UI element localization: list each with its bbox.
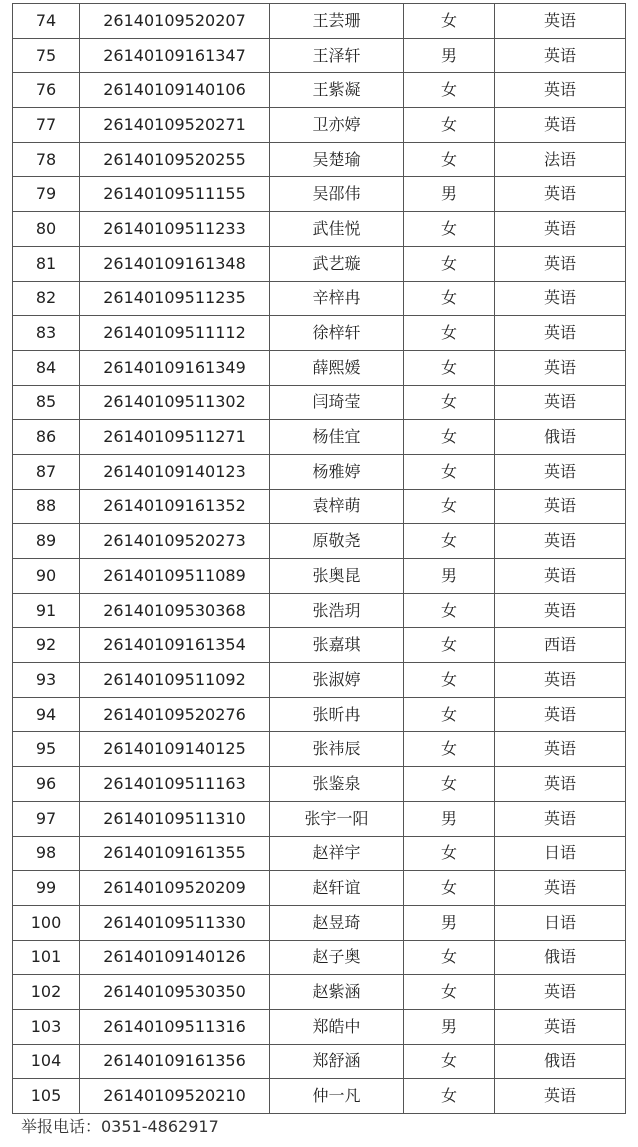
table-row — [13, 281, 626, 316]
row-number-cell: 81 — [13, 246, 80, 281]
language-cell: 英语 — [495, 246, 626, 281]
gender-cell: 女 — [404, 1044, 495, 1079]
gender-cell: 女 — [404, 524, 495, 559]
language-cell: 日语 — [495, 836, 626, 871]
student-name-cell: 赵轩谊 — [270, 871, 404, 906]
table-row — [13, 73, 626, 108]
student-name-cell: 杨佳宜 — [270, 420, 404, 455]
table-row — [13, 871, 626, 906]
row-number-cell: 86 — [13, 420, 80, 455]
table-row — [13, 1009, 626, 1044]
student-name-cell: 张嘉琪 — [270, 628, 404, 663]
row-number-cell: 84 — [13, 350, 80, 385]
row-number-cell: 102 — [13, 975, 80, 1010]
gender-cell: 男 — [404, 1009, 495, 1044]
row-number-cell: 92 — [13, 628, 80, 663]
exam-id-cell: 26140109511092 — [80, 663, 270, 698]
student-name-cell: 辛梓冉 — [270, 281, 404, 316]
student-name-cell: 郑舒涵 — [270, 1044, 404, 1079]
exam-id-cell: 26140109511302 — [80, 385, 270, 420]
table-row — [13, 420, 626, 455]
row-number-cell: 74 — [13, 4, 80, 39]
language-cell: 英语 — [495, 663, 626, 698]
exam-id-cell: 26140109530368 — [80, 593, 270, 628]
gender-cell: 女 — [404, 732, 495, 767]
student-roster — [12, 3, 625, 1114]
table-row — [13, 1079, 626, 1114]
table-row — [13, 940, 626, 975]
gender-cell: 女 — [404, 975, 495, 1010]
exam-id-cell: 26140109161348 — [80, 246, 270, 281]
gender-cell: 女 — [404, 454, 495, 489]
gender-cell: 女 — [404, 108, 495, 143]
exam-id-cell: 26140109161349 — [80, 350, 270, 385]
row-number-cell: 97 — [13, 801, 80, 836]
row-number-cell: 105 — [13, 1079, 80, 1114]
exam-id-cell: 26140109511089 — [80, 559, 270, 594]
exam-id-cell: 26140109520207 — [80, 4, 270, 39]
student-name-cell: 张淑婷 — [270, 663, 404, 698]
student-name-cell: 赵祥宇 — [270, 836, 404, 871]
report-phone-line: 举报电话：0351-4862917 — [21, 1117, 219, 1136]
exam-id-cell: 26140109140106 — [80, 73, 270, 108]
table-row — [13, 212, 626, 247]
student-name-cell: 赵子奥 — [270, 940, 404, 975]
row-number-cell: 78 — [13, 142, 80, 177]
table-row — [13, 4, 626, 39]
table-row — [13, 524, 626, 559]
student-name-cell: 薛熙媛 — [270, 350, 404, 385]
student-name-cell: 王芸珊 — [270, 4, 404, 39]
language-cell: 英语 — [495, 281, 626, 316]
exam-id-cell: 26140109140125 — [80, 732, 270, 767]
table-row — [13, 801, 626, 836]
language-cell: 英语 — [495, 871, 626, 906]
gender-cell: 女 — [404, 628, 495, 663]
table-row — [13, 732, 626, 767]
exam-id-cell: 26140109511233 — [80, 212, 270, 247]
language-cell: 英语 — [495, 732, 626, 767]
table-row — [13, 559, 626, 594]
student-name-cell: 张鉴泉 — [270, 767, 404, 802]
gender-cell: 男 — [404, 801, 495, 836]
row-number-cell: 76 — [13, 73, 80, 108]
exam-id-cell: 26140109161354 — [80, 628, 270, 663]
row-number-cell: 93 — [13, 663, 80, 698]
gender-cell: 女 — [404, 593, 495, 628]
language-cell: 英语 — [495, 38, 626, 73]
row-number-cell: 103 — [13, 1009, 80, 1044]
table-row — [13, 246, 626, 281]
roster-table — [12, 3, 626, 1114]
exam-id-cell: 26140109161356 — [80, 1044, 270, 1079]
language-cell: 英语 — [495, 1079, 626, 1114]
language-cell: 英语 — [495, 73, 626, 108]
language-cell: 英语 — [495, 212, 626, 247]
table-row — [13, 489, 626, 524]
student-name-cell: 吴邵伟 — [270, 177, 404, 212]
gender-cell: 女 — [404, 316, 495, 351]
student-name-cell: 卫亦婷 — [270, 108, 404, 143]
student-name-cell: 杨雅婷 — [270, 454, 404, 489]
student-name-cell: 吴楚瑜 — [270, 142, 404, 177]
gender-cell: 女 — [404, 940, 495, 975]
row-number-cell: 99 — [13, 871, 80, 906]
language-cell: 法语 — [495, 142, 626, 177]
language-cell: 英语 — [495, 385, 626, 420]
table-row — [13, 316, 626, 351]
language-cell: 英语 — [495, 767, 626, 802]
exam-id-cell: 26140109520273 — [80, 524, 270, 559]
table-row — [13, 1044, 626, 1079]
language-cell: 日语 — [495, 905, 626, 940]
gender-cell: 女 — [404, 663, 495, 698]
table-row — [13, 142, 626, 177]
student-name-cell: 张祎辰 — [270, 732, 404, 767]
gender-cell: 女 — [404, 836, 495, 871]
table-row — [13, 177, 626, 212]
student-name-cell: 张宇一阳 — [270, 801, 404, 836]
student-name-cell: 赵紫涵 — [270, 975, 404, 1010]
row-number-cell: 91 — [13, 593, 80, 628]
gender-cell: 女 — [404, 767, 495, 802]
student-name-cell: 武艺璇 — [270, 246, 404, 281]
gender-cell: 女 — [404, 281, 495, 316]
gender-cell: 女 — [404, 1079, 495, 1114]
gender-cell: 女 — [404, 212, 495, 247]
student-name-cell: 张浩玥 — [270, 593, 404, 628]
language-cell: 英语 — [495, 559, 626, 594]
student-name-cell: 郑皓中 — [270, 1009, 404, 1044]
student-name-cell: 王泽轩 — [270, 38, 404, 73]
exam-id-cell: 26140109140123 — [80, 454, 270, 489]
table-row — [13, 108, 626, 143]
language-cell: 英语 — [495, 489, 626, 524]
gender-cell: 男 — [404, 38, 495, 73]
table-row — [13, 905, 626, 940]
row-number-cell: 94 — [13, 697, 80, 732]
row-number-cell: 80 — [13, 212, 80, 247]
exam-id-cell: 26140109511310 — [80, 801, 270, 836]
language-cell: 英语 — [495, 975, 626, 1010]
table-row — [13, 697, 626, 732]
student-name-cell: 王紫凝 — [270, 73, 404, 108]
row-number-cell: 96 — [13, 767, 80, 802]
row-number-cell: 77 — [13, 108, 80, 143]
gender-cell: 女 — [404, 385, 495, 420]
row-number-cell: 100 — [13, 905, 80, 940]
language-cell: 英语 — [495, 801, 626, 836]
table-row — [13, 975, 626, 1010]
student-name-cell: 赵昱琦 — [270, 905, 404, 940]
exam-id-cell: 26140109511155 — [80, 177, 270, 212]
row-number-cell: 90 — [13, 559, 80, 594]
language-cell: 英语 — [495, 4, 626, 39]
table-row — [13, 454, 626, 489]
exam-id-cell: 26140109511112 — [80, 316, 270, 351]
exam-id-cell: 26140109511316 — [80, 1009, 270, 1044]
language-cell: 英语 — [495, 1009, 626, 1044]
student-name-cell: 原敬尧 — [270, 524, 404, 559]
language-cell: 英语 — [495, 454, 626, 489]
exam-id-cell: 26140109520255 — [80, 142, 270, 177]
gender-cell: 女 — [404, 246, 495, 281]
row-number-cell: 95 — [13, 732, 80, 767]
language-cell: 俄语 — [495, 940, 626, 975]
row-number-cell: 98 — [13, 836, 80, 871]
gender-cell: 女 — [404, 871, 495, 906]
gender-cell: 女 — [404, 4, 495, 39]
language-cell: 西语 — [495, 628, 626, 663]
row-number-cell: 88 — [13, 489, 80, 524]
roster-table-body — [13, 4, 626, 1114]
exam-id-cell: 26140109140126 — [80, 940, 270, 975]
row-number-cell: 82 — [13, 281, 80, 316]
exam-id-cell: 26140109530350 — [80, 975, 270, 1010]
student-name-cell: 袁梓萌 — [270, 489, 404, 524]
exam-id-cell: 26140109511271 — [80, 420, 270, 455]
student-name-cell: 仲一凡 — [270, 1079, 404, 1114]
language-cell: 英语 — [495, 593, 626, 628]
gender-cell: 女 — [404, 489, 495, 524]
exam-id-cell: 26140109161347 — [80, 38, 270, 73]
language-cell: 英语 — [495, 524, 626, 559]
row-number-cell: 87 — [13, 454, 80, 489]
exam-id-cell: 26140109161355 — [80, 836, 270, 871]
gender-cell: 女 — [404, 697, 495, 732]
gender-cell: 女 — [404, 73, 495, 108]
row-number-cell: 79 — [13, 177, 80, 212]
gender-cell: 女 — [404, 350, 495, 385]
table-row — [13, 628, 626, 663]
exam-id-cell: 26140109520209 — [80, 871, 270, 906]
language-cell: 英语 — [495, 316, 626, 351]
row-number-cell: 83 — [13, 316, 80, 351]
table-row — [13, 38, 626, 73]
gender-cell: 男 — [404, 559, 495, 594]
student-name-cell: 武佳悦 — [270, 212, 404, 247]
language-cell: 英语 — [495, 108, 626, 143]
table-row — [13, 836, 626, 871]
table-row — [13, 663, 626, 698]
language-cell: 英语 — [495, 697, 626, 732]
student-name-cell: 张奥昆 — [270, 559, 404, 594]
exam-id-cell: 26140109511163 — [80, 767, 270, 802]
row-number-cell: 101 — [13, 940, 80, 975]
table-row — [13, 350, 626, 385]
exam-id-cell: 26140109511235 — [80, 281, 270, 316]
student-name-cell: 闫琦莹 — [270, 385, 404, 420]
gender-cell: 男 — [404, 905, 495, 940]
row-number-cell: 104 — [13, 1044, 80, 1079]
row-number-cell: 85 — [13, 385, 80, 420]
row-number-cell: 75 — [13, 38, 80, 73]
gender-cell: 男 — [404, 177, 495, 212]
table-row — [13, 593, 626, 628]
exam-id-cell: 26140109520271 — [80, 108, 270, 143]
exam-id-cell: 26140109511330 — [80, 905, 270, 940]
gender-cell: 女 — [404, 420, 495, 455]
language-cell: 俄语 — [495, 1044, 626, 1079]
student-name-cell: 张昕冉 — [270, 697, 404, 732]
row-number-cell: 89 — [13, 524, 80, 559]
language-cell: 英语 — [495, 350, 626, 385]
table-row — [13, 767, 626, 802]
table-row — [13, 385, 626, 420]
gender-cell: 女 — [404, 142, 495, 177]
exam-id-cell: 26140109520276 — [80, 697, 270, 732]
language-cell: 俄语 — [495, 420, 626, 455]
exam-id-cell: 26140109161352 — [80, 489, 270, 524]
student-name-cell: 徐梓轩 — [270, 316, 404, 351]
exam-id-cell: 26140109520210 — [80, 1079, 270, 1114]
language-cell: 英语 — [495, 177, 626, 212]
